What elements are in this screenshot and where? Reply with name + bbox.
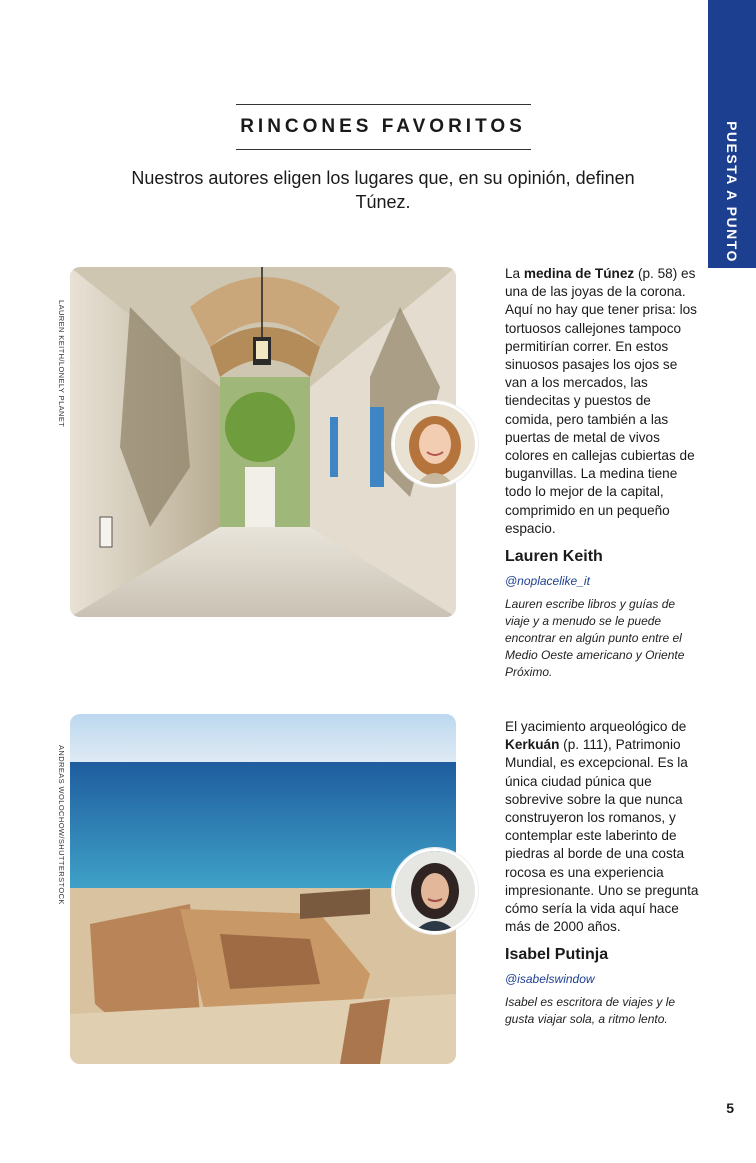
heading-rule-top [236,104,531,105]
card-body-prefix: El yacimiento arqueológico de [505,719,687,734]
author-name: Isabel Putinja [505,946,609,964]
card-text [505,718,700,1028]
page-number: 5 [726,1100,734,1116]
card-body-prefix: La [505,266,524,281]
intro-text: Nuestros autores eligen los lugares que, en su opinión, definen Túnez. [131,168,635,212]
author-handle[interactable]: @isabelswindow [505,972,595,987]
card-text [505,265,700,681]
page-heading: RINCONES FAVORITOS [240,116,526,137]
card-body-rest: (p. 111), Patrimonio Mundial, es excepcional. Es la única ciudad púnica que sobrevive sobre la que nunca construyeron los romanos, y contemplar este laberinto de piedras al borde de una costa rocosa es una experiencia impresionante. Uno se pregunta cómo sería la vida aquí hace más de 2000 años. [505,737,699,935]
heading-rule-bottom [236,149,531,150]
photo-credit: ANDREAS WOLOCHOW/SHUTTERSTOCK [57,745,66,905]
author-bio: Lauren escribe libros y guías de viaje y a menudo se le puede encontrar en algún punto entre el Medio Oeste americano y Oriente Próximo. [505,597,685,680]
author-bio: Isabel es escritora de viajes y le gusta viajar sola, a ritmo lento. [505,995,676,1027]
section-tab-label: PUESTA A PUNTO [724,121,740,263]
place-name: medina de Túnez [523,266,635,281]
card-body [505,265,700,538]
card-body-rest: (p. 58) es una de las joyas de la corona. Aquí no hay que tener prisa: los tortuosos callejones tampoco permitirían correr. En estos sinuosos pasajes los ojos se van a los mercados, las tiendecitas y puestos de comida, pero también a las puertas de metal de vivos colores en callejas cubiertas de buganvillas. La medina tiene todo lo mejor de la capital, comprimido en un pequeño espacio. [505,266,697,536]
card-body [505,718,700,936]
author-avatar [392,848,478,934]
section-tab [708,0,756,268]
photo-credit: LAUREN KEITH/LONELY PLANET [57,300,66,428]
author-avatar [392,401,478,487]
author-handle[interactable]: @noplacelike_it [505,574,590,589]
author-name: Lauren Keith [505,548,603,566]
place-name: Kerkuán [505,737,560,753]
